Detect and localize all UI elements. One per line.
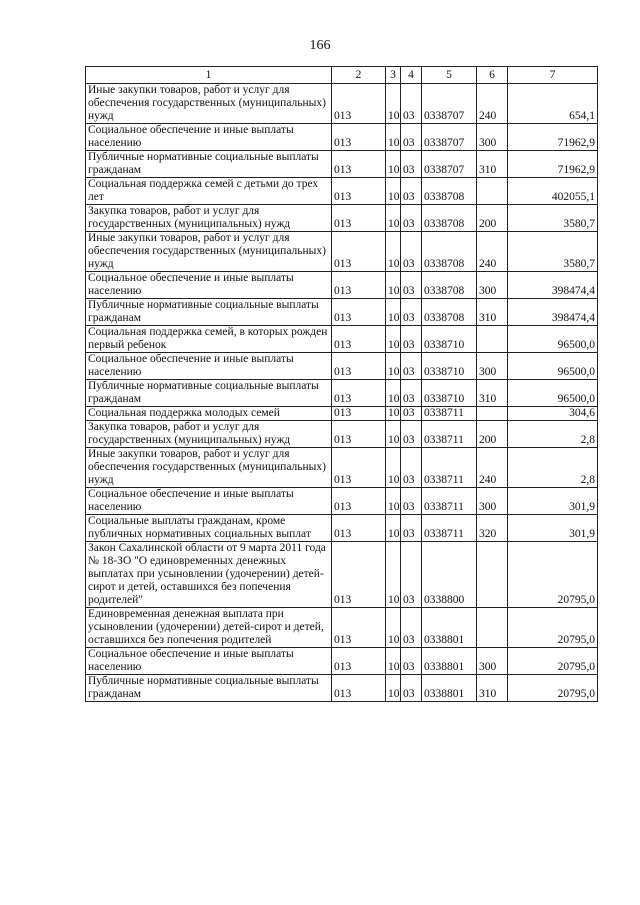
row-code-4: 03 [401, 124, 422, 151]
row-code-3: 10 [386, 448, 401, 488]
row-amount: 398474,4 [508, 299, 598, 326]
row-code-3: 10 [386, 421, 401, 448]
row-code-5: 0338800 [422, 542, 477, 608]
row-amount: 71962,9 [508, 124, 598, 151]
row-code-3: 10 [386, 205, 401, 232]
row-code-5: 0338710 [422, 380, 477, 407]
row-code-6: 300 [477, 353, 508, 380]
row-amount: 402055,1 [508, 178, 598, 205]
table-row [86, 380, 598, 407]
row-code-2: 013 [332, 421, 386, 448]
row-code-3: 10 [386, 675, 401, 702]
row-code-2: 013 [332, 448, 386, 488]
row-amount: 654,1 [508, 84, 598, 124]
row-description: Социальное обеспечение и иные выплаты населению [86, 124, 332, 151]
row-code-2: 013 [332, 488, 386, 515]
row-code-5: 0338708 [422, 299, 477, 326]
row-code-6: 300 [477, 488, 508, 515]
row-code-5: 0338711 [422, 421, 477, 448]
row-code-4: 03 [401, 205, 422, 232]
row-amount: 20795,0 [508, 648, 598, 675]
row-amount: 2,8 [508, 421, 598, 448]
row-amount: 96500,0 [508, 380, 598, 407]
table-row [86, 151, 598, 178]
row-description: Социальное обеспечение и иные выплаты населению [86, 648, 332, 675]
budget-table [85, 66, 598, 702]
row-code-3: 10 [386, 488, 401, 515]
table-row [86, 84, 598, 124]
row-code-5: 0338801 [422, 608, 477, 648]
row-code-5: 0338708 [422, 205, 477, 232]
table-row [86, 353, 598, 380]
row-code-5: 0338711 [422, 515, 477, 542]
row-code-6: 240 [477, 448, 508, 488]
row-amount: 301,9 [508, 515, 598, 542]
table-row [86, 178, 598, 205]
row-code-4: 03 [401, 448, 422, 488]
row-code-5: 0338707 [422, 124, 477, 151]
row-code-4: 03 [401, 380, 422, 407]
row-code-2: 013 [332, 542, 386, 608]
row-code-2: 013 [332, 272, 386, 299]
row-code-6: 200 [477, 421, 508, 448]
row-code-4: 03 [401, 299, 422, 326]
row-description: Публичные нормативные социальные выплаты гражданам [86, 299, 332, 326]
row-code-2: 013 [332, 151, 386, 178]
row-code-6 [477, 326, 508, 353]
row-code-3: 10 [386, 608, 401, 648]
row-amount: 304,6 [508, 407, 598, 421]
column-header: 4 [401, 67, 422, 84]
row-amount: 20795,0 [508, 608, 598, 648]
row-code-3: 10 [386, 178, 401, 205]
row-description: Публичные нормативные социальные выплаты гражданам [86, 151, 332, 178]
row-code-4: 03 [401, 178, 422, 205]
row-code-2: 013 [332, 608, 386, 648]
row-code-2: 013 [332, 178, 386, 205]
row-description: Социальные выплаты гражданам, кроме публичных нормативных социальных выплат [86, 515, 332, 542]
row-description: Иные закупки товаров, работ и услуг для обеспечения государственных (муниципальных) нужд [86, 84, 332, 124]
row-description: Социальная поддержка семей, в которых рожден первый ребенок [86, 326, 332, 353]
column-header: 7 [508, 67, 598, 84]
row-code-2: 013 [332, 299, 386, 326]
row-code-6 [477, 608, 508, 648]
row-amount: 71962,9 [508, 151, 598, 178]
row-code-2: 013 [332, 205, 386, 232]
row-code-2: 013 [332, 353, 386, 380]
row-amount: 3580,7 [508, 232, 598, 272]
row-code-3: 10 [386, 542, 401, 608]
row-code-3: 10 [386, 272, 401, 299]
row-code-2: 013 [332, 648, 386, 675]
row-code-2: 013 [332, 84, 386, 124]
row-code-5: 0338711 [422, 448, 477, 488]
row-code-3: 10 [386, 124, 401, 151]
row-code-4: 03 [401, 542, 422, 608]
row-code-4: 03 [401, 608, 422, 648]
column-header: 5 [422, 67, 477, 84]
row-code-4: 03 [401, 648, 422, 675]
header-row [86, 67, 598, 84]
row-code-4: 03 [401, 151, 422, 178]
row-amount: 2,8 [508, 448, 598, 488]
table-row [86, 488, 598, 515]
row-code-5: 0338707 [422, 84, 477, 124]
row-code-4: 03 [401, 232, 422, 272]
table-row [86, 421, 598, 448]
row-code-3: 10 [386, 515, 401, 542]
row-code-6: 300 [477, 124, 508, 151]
row-description: Закупка товаров, работ и услуг для государственных (муниципальных) нужд [86, 421, 332, 448]
row-code-4: 03 [401, 84, 422, 124]
row-description: Социальная поддержка семей с детьми до трех лет [86, 178, 332, 205]
row-code-2: 013 [332, 675, 386, 702]
row-description: Социальная поддержка молодых семей [86, 407, 332, 421]
row-code-3: 10 [386, 648, 401, 675]
row-description: Иные закупки товаров, работ и услуг для обеспечения государственных (муниципальных) нужд [86, 232, 332, 272]
row-code-5: 0338708 [422, 178, 477, 205]
row-code-6: 300 [477, 648, 508, 675]
table-row [86, 326, 598, 353]
row-code-6 [477, 178, 508, 205]
row-code-3: 10 [386, 84, 401, 124]
table-body [86, 84, 598, 702]
row-amount: 398474,4 [508, 272, 598, 299]
column-header: 2 [332, 67, 386, 84]
row-code-3: 10 [386, 299, 401, 326]
row-code-5: 0338711 [422, 407, 477, 421]
row-amount: 301,9 [508, 488, 598, 515]
row-code-2: 013 [332, 515, 386, 542]
row-code-3: 10 [386, 326, 401, 353]
row-code-4: 03 [401, 421, 422, 448]
row-code-2: 013 [332, 326, 386, 353]
row-code-6: 320 [477, 515, 508, 542]
row-code-5: 0338710 [422, 353, 477, 380]
row-description: Закупка товаров, работ и услуг для государственных (муниципальных) нужд [86, 205, 332, 232]
column-header: 3 [386, 67, 401, 84]
row-code-6: 310 [477, 675, 508, 702]
row-description: Иные закупки товаров, работ и услуг для обеспечения государственных (муниципальных) нужд [86, 448, 332, 488]
row-code-4: 03 [401, 488, 422, 515]
table-row [86, 515, 598, 542]
row-amount: 96500,0 [508, 326, 598, 353]
column-header: 6 [477, 67, 508, 84]
row-amount: 20795,0 [508, 542, 598, 608]
table-row [86, 448, 598, 488]
row-code-3: 10 [386, 407, 401, 421]
row-code-5: 0338707 [422, 151, 477, 178]
row-code-4: 03 [401, 515, 422, 542]
row-code-6: 200 [477, 205, 508, 232]
row-code-6 [477, 407, 508, 421]
row-amount: 3580,7 [508, 205, 598, 232]
row-code-3: 10 [386, 151, 401, 178]
row-code-5: 0338708 [422, 232, 477, 272]
row-code-3: 10 [386, 232, 401, 272]
row-description: Публичные нормативные социальные выплаты гражданам [86, 380, 332, 407]
table-row [86, 407, 598, 421]
row-code-6: 310 [477, 151, 508, 178]
table-row [86, 648, 598, 675]
row-code-2: 013 [332, 380, 386, 407]
row-code-2: 013 [332, 232, 386, 272]
row-code-6: 310 [477, 380, 508, 407]
table-row [86, 205, 598, 232]
page-number: 166 [309, 38, 331, 53]
row-amount: 96500,0 [508, 353, 598, 380]
row-code-6: 310 [477, 299, 508, 326]
row-code-2: 013 [332, 407, 386, 421]
row-code-5: 0338708 [422, 272, 477, 299]
row-code-4: 03 [401, 675, 422, 702]
table-row [86, 299, 598, 326]
row-code-4: 03 [401, 407, 422, 421]
row-code-3: 10 [386, 380, 401, 407]
row-description: Единовременная денежная выплата при усыновлении (удочерении) детей-сирот и детей, оставшихся без попечения родителей [86, 608, 332, 648]
row-code-3: 10 [386, 353, 401, 380]
table-row [86, 608, 598, 648]
row-code-4: 03 [401, 272, 422, 299]
table-row [86, 124, 598, 151]
row-code-5: 0338711 [422, 488, 477, 515]
table-row [86, 272, 598, 299]
row-code-4: 03 [401, 353, 422, 380]
row-code-6: 300 [477, 272, 508, 299]
row-description: Социальное обеспечение и иные выплаты населению [86, 272, 332, 299]
table-row [86, 675, 598, 702]
row-code-5: 0338801 [422, 648, 477, 675]
row-description: Закон Сахалинской области от 9 марта 2011 года № 18-ЗО "О единовременных денежных выплатах при усыновлении (удочерении) детей-сирот и детей, оставшихся без попечения родителей" [86, 542, 332, 608]
row-description: Социальное обеспечение и иные выплаты населению [86, 353, 332, 380]
row-code-5: 0338801 [422, 675, 477, 702]
row-code-6 [477, 542, 508, 608]
row-description: Публичные нормативные социальные выплаты гражданам [86, 675, 332, 702]
row-description: Социальное обеспечение и иные выплаты населению [86, 488, 332, 515]
row-amount: 20795,0 [508, 675, 598, 702]
row-code-6: 240 [477, 232, 508, 272]
table-row [86, 232, 598, 272]
table-row [86, 542, 598, 608]
row-code-5: 0338710 [422, 326, 477, 353]
column-header: 1 [86, 67, 332, 84]
row-code-2: 013 [332, 124, 386, 151]
row-code-4: 03 [401, 326, 422, 353]
row-code-6: 240 [477, 84, 508, 124]
